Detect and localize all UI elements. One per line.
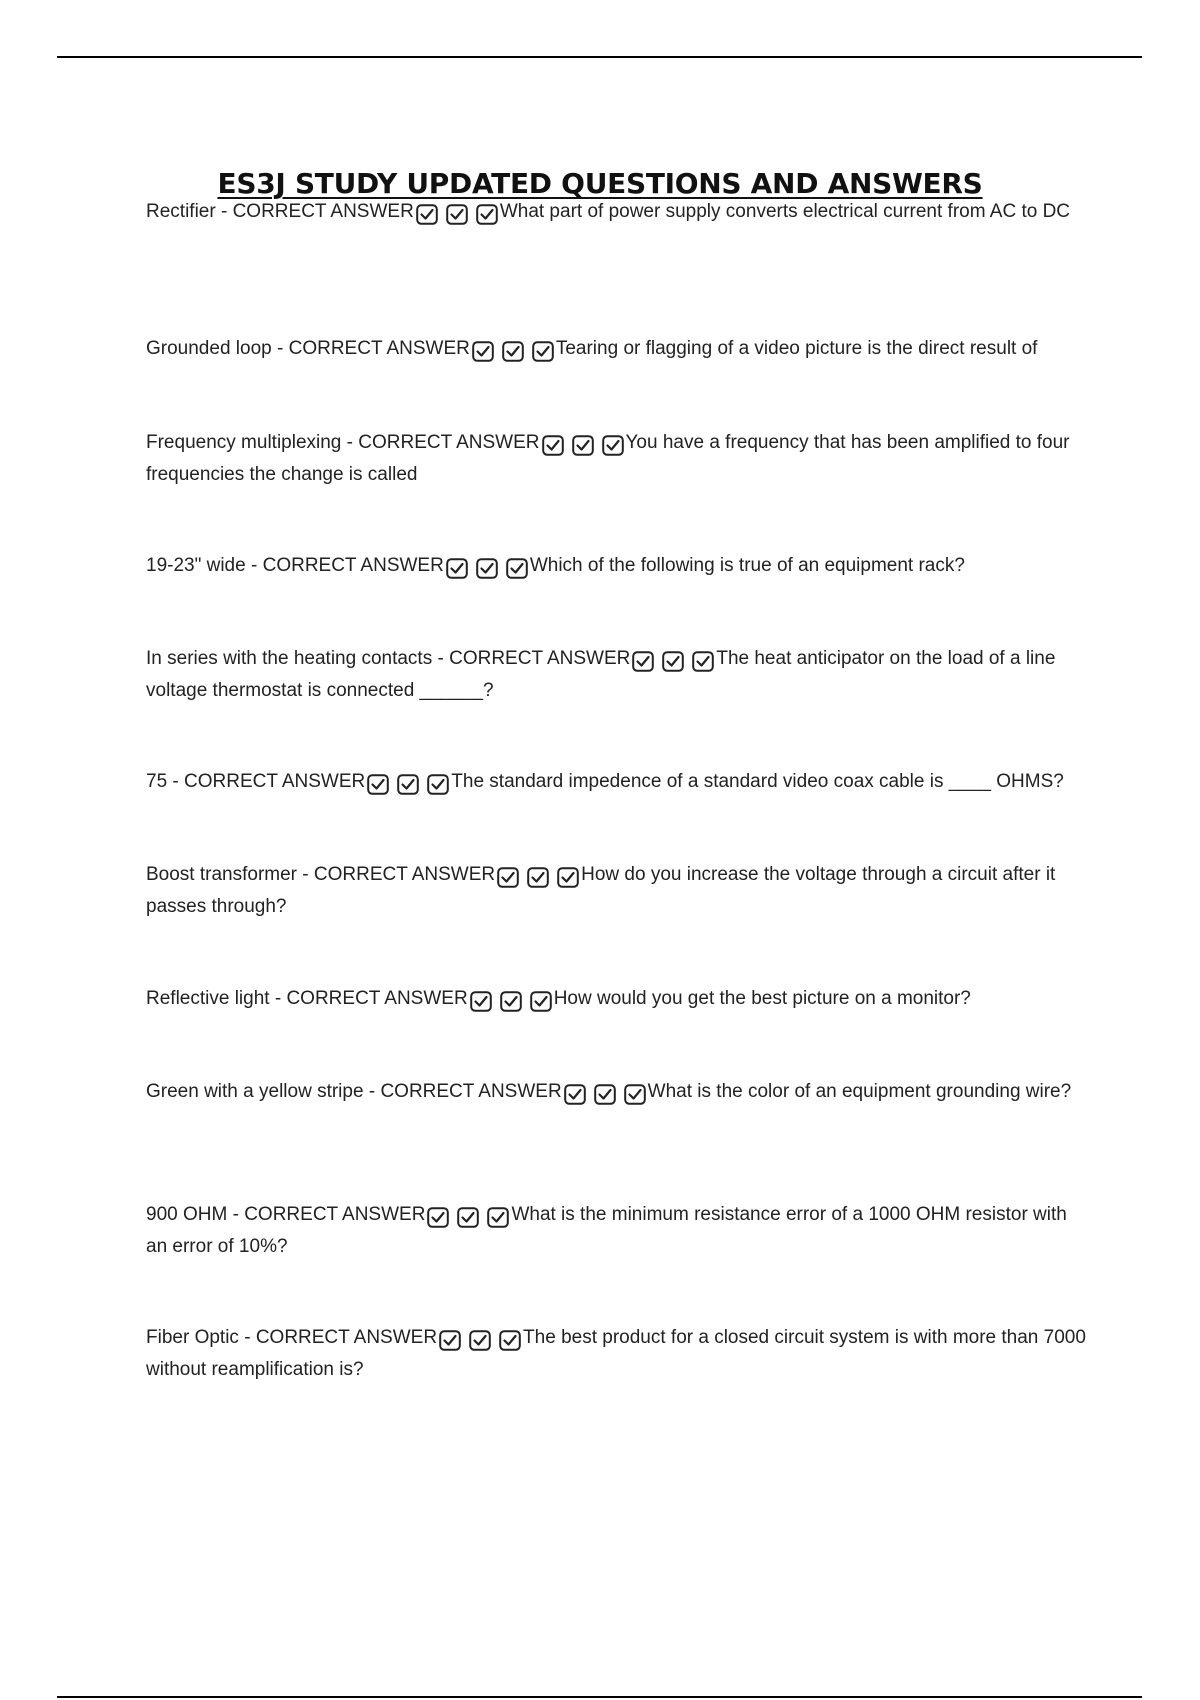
check-icons — [367, 770, 450, 799]
checked-box-icon — [530, 991, 552, 1012]
question-text: Which of the following is true of an equipment rack? — [529, 555, 965, 576]
answer-text: Rectifier — [146, 201, 216, 222]
answer-text: 900 OHM — [146, 1204, 228, 1225]
qa-item: 19-23" wide - CORRECT ANSWER Which of the following is true of an equipment rack? — [146, 551, 1091, 583]
checked-box-icon — [367, 774, 389, 795]
checked-box-icon — [572, 435, 594, 456]
checked-box-icon — [499, 1330, 521, 1351]
checked-box-icon — [542, 435, 564, 456]
checked-box-icon — [439, 1330, 461, 1351]
check-icons — [427, 1203, 510, 1232]
checked-box-icon — [624, 1084, 646, 1105]
correct-answer-label: CORRECT ANSWER — [184, 771, 366, 792]
checked-box-icon — [662, 651, 684, 672]
qa-item: Rectifier - CORRECT ANSWER What part of power supply converts electrical current from AC to DC — [146, 197, 1091, 229]
question-text: How would you get the best picture on a monitor? — [553, 988, 971, 1009]
answer-text: Fiber Optic — [146, 1327, 239, 1348]
qa-item: 900 OHM - CORRECT ANSWER What is the minimum resistance error of a 1000 OHM resistor with an error of 10%? — [146, 1204, 1067, 1257]
answer-text: Reflective light — [146, 988, 270, 1009]
checked-box-icon — [470, 991, 492, 1012]
correct-answer-label: CORRECT ANSWER — [262, 555, 444, 576]
checked-box-icon — [446, 558, 468, 579]
qa-item: Grounded loop - CORRECT ANSWER Tearing or flagging of a video picture is the direct result of — [146, 334, 1091, 366]
question-text: The heat anticipator on the load of a line voltage thermostat is connected ______? — [146, 648, 1056, 701]
question-text: How do you increase the voltage through a circuit after it passes through? — [146, 864, 1056, 917]
question-text: Tearing or flagging of a video picture is the direct result of — [555, 338, 1038, 359]
checked-box-icon — [502, 341, 524, 362]
checked-box-icon — [476, 558, 498, 579]
checked-box-icon — [476, 204, 498, 225]
correct-answer-label: CORRECT ANSWER — [313, 864, 496, 885]
checked-box-icon — [527, 867, 549, 888]
check-icons — [439, 1326, 522, 1355]
checked-box-icon — [427, 774, 449, 795]
check-icons — [472, 337, 555, 366]
checked-box-icon — [532, 341, 554, 362]
checked-box-icon — [594, 1084, 616, 1105]
checked-box-icon — [487, 1207, 509, 1228]
question-text: You have a frequency that has been amplified to four frequencies the change is called — [146, 432, 1070, 485]
check-icons — [564, 1080, 647, 1109]
question-text: What part of power supply converts electrical current from AC to DC — [499, 201, 1071, 222]
checked-box-icon — [416, 204, 438, 225]
checked-box-icon — [602, 435, 624, 456]
question-text: The standard impedence of a standard video coax cable is ____ OHMS? — [451, 771, 1064, 792]
checked-box-icon — [500, 991, 522, 1012]
correct-answer-label: CORRECT ANSWER — [288, 338, 470, 359]
checked-box-icon — [632, 651, 654, 672]
answer-text: Grounded loop — [146, 338, 272, 359]
qa-item: Reflective light - CORRECT ANSWER How would you get the best picture on a monitor? — [146, 984, 1091, 1016]
answer-text: Boost transformer — [146, 864, 297, 885]
top-rule — [57, 56, 1142, 58]
correct-answer-label: CORRECT ANSWER — [380, 1081, 562, 1102]
check-icons — [446, 554, 529, 583]
checked-box-icon — [497, 867, 519, 888]
checked-box-icon — [469, 1330, 491, 1351]
checked-box-icon — [427, 1207, 449, 1228]
correct-answer-label: CORRECT ANSWER — [255, 1327, 438, 1348]
checked-box-icon — [557, 867, 579, 888]
checked-box-icon — [472, 341, 494, 362]
correct-answer-label: CORRECT ANSWER — [286, 988, 468, 1009]
answer-text: 19-23" wide — [146, 555, 246, 576]
qa-item: 75 - CORRECT ANSWER The standard impedence of a standard video coax cable is ____ OHMS? — [146, 767, 1091, 799]
check-icons — [542, 431, 625, 460]
answer-text: Frequency multiplexing — [146, 432, 342, 453]
answer-text: 75 — [146, 771, 168, 792]
correct-answer-label: CORRECT ANSWER — [244, 1204, 426, 1225]
correct-answer-label: CORRECT ANSWER — [358, 432, 540, 453]
checked-box-icon — [446, 204, 468, 225]
qa-item: Boost transformer - CORRECT ANSWER How do you increase the voltage through a circuit after it passes through? — [146, 864, 1056, 917]
question-text: What is the minimum resistance error of a 1000 OHM resistor with an error of 10%? — [146, 1204, 1067, 1257]
correct-answer-label: CORRECT ANSWER — [449, 648, 631, 669]
checked-box-icon — [564, 1084, 586, 1105]
checked-box-icon — [692, 651, 714, 672]
answer-text: Green with a yellow stripe — [146, 1081, 364, 1102]
checked-box-icon — [506, 558, 528, 579]
bottom-rule — [57, 1696, 1142, 1698]
check-icons — [416, 200, 499, 229]
qa-item: In series with the heating contacts - CORRECT ANSWER The heat anticipator on the load of a line voltage thermostat is connected ______? — [146, 648, 1056, 701]
answer-text: In series with the heating contacts — [146, 648, 433, 669]
correct-answer-label: CORRECT ANSWER — [232, 201, 414, 222]
check-icons — [632, 647, 715, 676]
qa-item: Fiber Optic - CORRECT ANSWER The best product for a closed circuit system is with more than 7000 without reamplification is? — [146, 1327, 1086, 1380]
question-text: What is the color of an equipment grounding wire? — [647, 1081, 1072, 1102]
checked-box-icon — [397, 774, 419, 795]
checked-box-icon — [457, 1207, 479, 1228]
check-icons — [497, 863, 580, 892]
question-text: The best product for a closed circuit system is with more than 7000 without reamplification is? — [146, 1327, 1086, 1380]
page-title: ES3J STUDY UPDATED QUESTIONS AND ANSWERS — [217, 166, 983, 200]
check-icons — [470, 987, 553, 1016]
qa-item: Frequency multiplexing - CORRECT ANSWER You have a frequency that has been amplified to four frequencies the change is called — [146, 432, 1070, 485]
qa-item: Green with a yellow stripe - CORRECT ANSWER What is the color of an equipment grounding wire? — [146, 1077, 1091, 1109]
